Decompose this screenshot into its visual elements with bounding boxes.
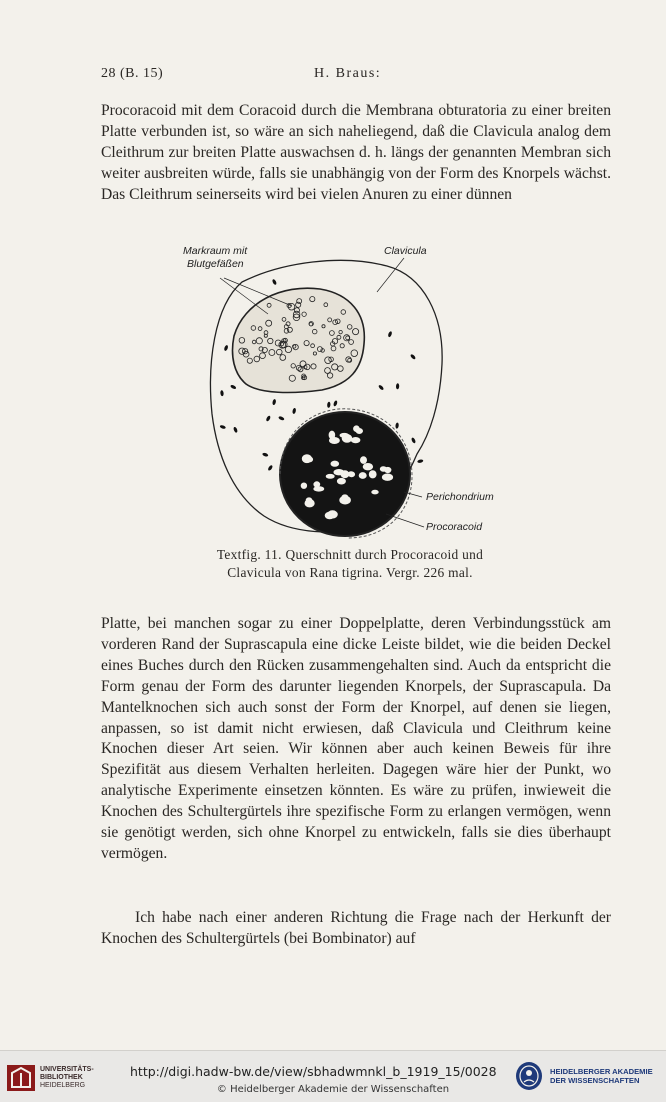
bone-cell: [417, 459, 424, 464]
bone-cell: [272, 279, 278, 286]
permalink-url[interactable]: http://digi.hadw-bw.de/view/sbhadwmnkl_b_1919_15/0028: [130, 1064, 497, 1079]
label-markraum-line2: Blutgefäßen: [187, 258, 244, 270]
cartilage-cell: [354, 426, 360, 432]
library-line-3: HEIDELBERG: [40, 1082, 86, 1089]
bone-cell: [224, 345, 229, 352]
bone-cell: [267, 465, 273, 472]
caption-line-2: Clavicula von Rana tigrina. Vergr. 226 mal.: [227, 564, 473, 580]
cartilage-cell: [328, 511, 338, 518]
cartilage-cell: [385, 467, 391, 472]
cartilage-cell: [369, 471, 376, 478]
cartilage-cell: [382, 474, 392, 480]
cartilage-cell: [337, 478, 345, 484]
label-procoracoid: Procoracoid: [426, 521, 483, 533]
cartilage-cell: [340, 433, 349, 437]
bone-cell: [333, 400, 338, 407]
bone-cell: [387, 331, 392, 338]
bone-cell: [396, 383, 400, 389]
bone-cell: [410, 354, 417, 361]
library-line-1: UNIVERSITÄTS-: [40, 1066, 94, 1073]
figure-caption: [150, 546, 550, 581]
library-line-2: BIBLIOTHEK: [40, 1074, 83, 1081]
bone-cell: [411, 437, 417, 444]
bone-cell: [327, 402, 331, 408]
running-author: H. Braus:: [314, 66, 382, 81]
cartilage-cell: [342, 495, 348, 499]
cartilage-cell: [361, 457, 367, 464]
cartilage-cell: [314, 482, 320, 487]
bone-cell: [378, 384, 385, 391]
label-perichondrium: Perichondrium: [426, 491, 494, 503]
academy-seal-icon: [514, 1060, 544, 1092]
cartilage-cell: [331, 461, 339, 466]
cartilage-cell: [351, 438, 360, 443]
cartilage-cell: [330, 438, 340, 444]
cartilage-cell: [372, 490, 378, 494]
bone-cell: [265, 415, 271, 422]
cartilage-cell: [326, 474, 334, 478]
cross-section-drawing: [172, 244, 507, 539]
academy-name: [550, 1067, 653, 1085]
running-header: [101, 66, 611, 86]
bone-cell: [219, 425, 226, 430]
leader-line-clavicula: [377, 258, 404, 292]
academy-line-1: HEIDELBERGER AKADEMIE: [550, 1067, 653, 1076]
label-markraum-line1: Markraum mit: [183, 245, 248, 257]
paragraph-main: Platte, bei manchen sogar zu einer Doppelplatte, deren Verbindungsstück am vorderen Rand der Suprascapula eine dicke Leiste bildet, wie die beiden Deckel eines Buches durch den Rücken zusammengehalten sind. Auch da entspricht die Form genau der Form des darunter liegenden Knorpels, der Suprascapula. Da Mantelknochen sich auch sonst der Form der Knorpel, auf denen sie liegen, anpassen, so ist damit nicht erwiesen, daß Clavicula und Cleithrum keine Knochen dieser Art seien. Wir können aber auch keinen Beweis für ihre Spezifität aus diesem Verhalten herleiten. Dagegen wäre hier der Punkt, wo analytische Experimente einsetzen könnten. Es wäre zu prüfen, inwieweit die Knochen des Schultergürtels ihre spezifische Form zu erlangen vermögen, wenn sie genötigt werden, sich ohne Knorpel zu entwickeln, falls sie dies überhaupt vermögen.: [101, 615, 611, 862]
bone-cell: [262, 452, 269, 457]
copyright-notice: © Heidelberger Akademie der Wissenschaften: [216, 1084, 450, 1095]
figure-cross-section: [172, 244, 507, 539]
bone-cell: [395, 422, 399, 428]
cartilage-cell: [302, 455, 311, 463]
leader-line-markraum-1: [220, 278, 268, 314]
bone-cell: [233, 426, 238, 433]
viewer-footer: [0, 1050, 666, 1102]
cartilage-cell: [334, 470, 344, 475]
cartilage-cell: [359, 473, 366, 479]
cartilage-cell: [363, 464, 372, 470]
caption-line-1: Textfig. 11. Querschnitt durch Procoracoid und: [216, 547, 484, 562]
paragraph-intro: Procoracoid mit dem Coracoid durch die Membrana obturatoria zu einer breiten Platte verbunden ist, so wäre an sich naheliegend, daß die Clavicula analog dem Cleithrum zur breiten Platte auswachsen d. h. längs der genannten Membran sich weiter ausbreiten würde, falls sie unabhängig von der Form des Knorpels wächst. Das Cleithrum seinerseits wird bei vielen Anuren zu einer dünnen: [101, 102, 611, 203]
academy-line-2: DER WISSENSCHAFTEN: [550, 1076, 640, 1085]
leader-line-procoracoid: [386, 514, 424, 527]
paragraph-continuation: Ich habe nach einer anderen Richtung die Frage nach der Herkunft der Knochen des Schultergürtels (bei Bombinator) auf: [101, 909, 611, 947]
cartilage-cell: [348, 472, 353, 477]
bone-cell: [230, 384, 237, 390]
label-clavicula: Clavicula: [384, 245, 427, 257]
page-reference: 28 (B. 15): [101, 66, 164, 81]
bone-cell: [272, 399, 276, 406]
bone-cell: [220, 390, 224, 396]
bone-cell: [292, 408, 296, 415]
cartilage-cell: [306, 498, 312, 502]
bone-cell: [278, 416, 285, 421]
cartilage-cell: [301, 483, 306, 488]
cartilage-cell: [314, 487, 324, 491]
